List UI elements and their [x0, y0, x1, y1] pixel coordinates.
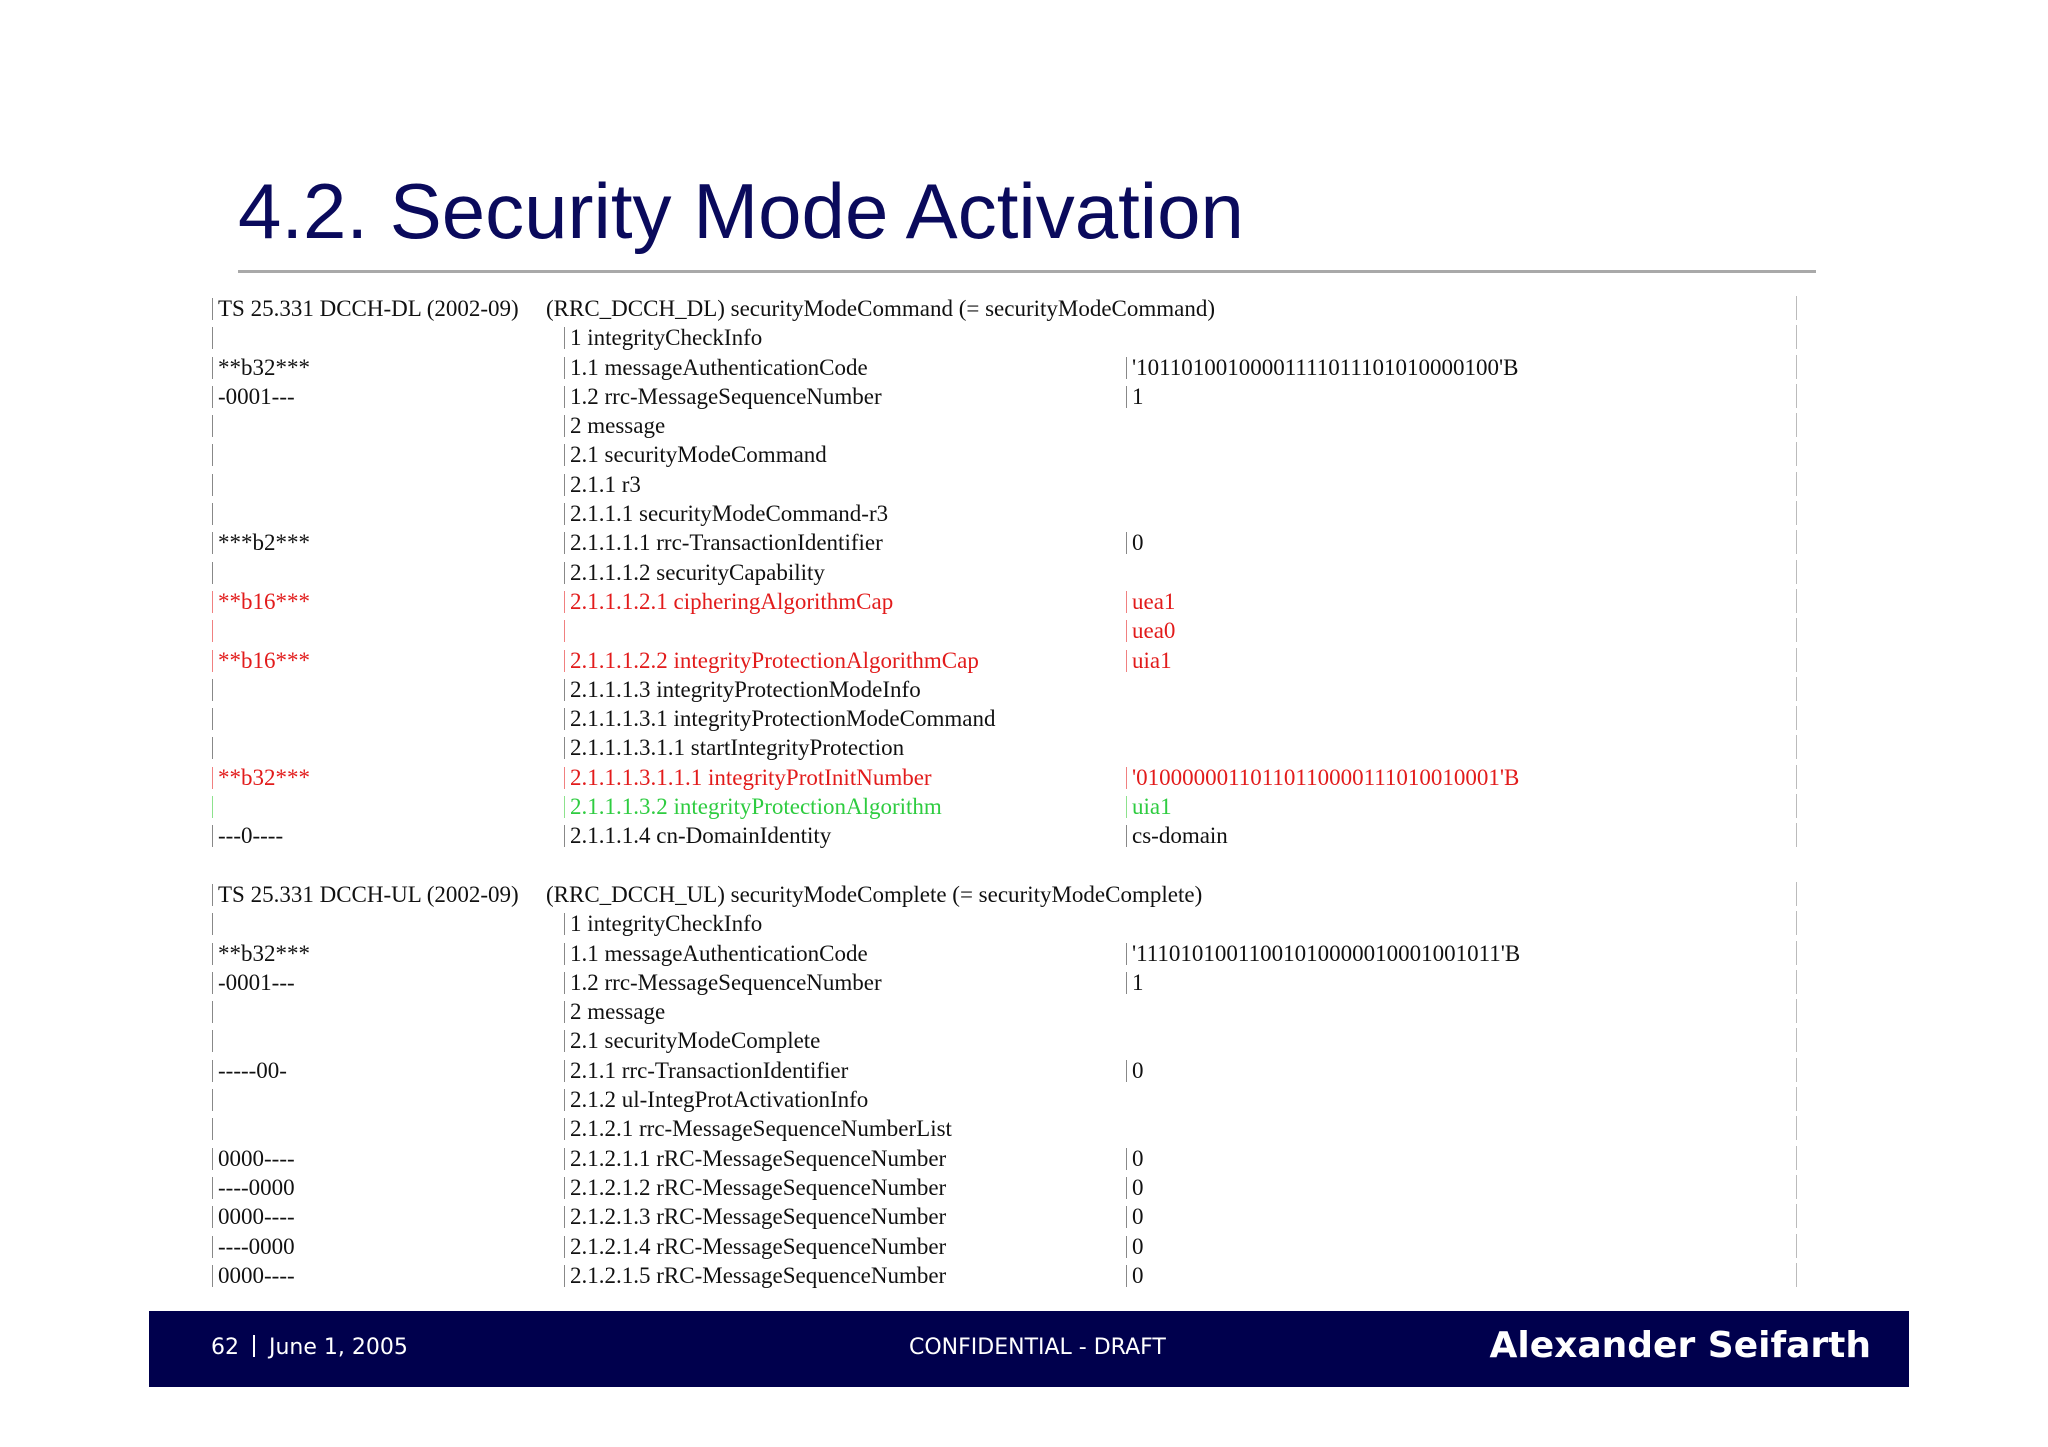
row-edge — [1796, 411, 1797, 440]
ul-field-cell — [564, 1261, 946, 1290]
dl-field-cell — [564, 675, 921, 704]
row-edge — [1796, 587, 1797, 616]
row-edge — [1796, 704, 1797, 733]
ul-bits-cell — [212, 1114, 218, 1143]
dl-field-text: 1 integrityCheckInfo — [570, 325, 763, 351]
dl-bits-text: ---0---- — [218, 823, 284, 849]
ul-value-text: 1 — [1132, 969, 1144, 995]
footer-separator — [253, 1335, 255, 1357]
dl-value-text: '10110100100001111011101010000100'B — [1132, 354, 1519, 380]
dl-field-cell — [564, 499, 888, 528]
ul-value-text: 0 — [1132, 1233, 1144, 1259]
dl-field-text: 2.1.1.1.2.2 integrityProtectionAlgorithmCap — [570, 647, 979, 673]
ul-header-spec — [212, 880, 519, 909]
row-edge — [1796, 909, 1797, 938]
ul-field-text: 2.1.2.1 rrc-MessageSequenceNumberList — [570, 1116, 952, 1142]
row-edge — [1796, 528, 1797, 557]
dl-field-cell — [564, 792, 942, 821]
ul-field-text: 1.1 messageAuthenticationCode — [570, 940, 868, 966]
ul-row — [212, 1085, 1808, 1114]
ul-field-cell — [564, 1114, 952, 1143]
dl-bits-cell — [212, 646, 310, 675]
dl-row — [212, 821, 1808, 850]
row-edge — [1796, 1173, 1797, 1202]
row-edge — [1796, 294, 1797, 323]
author-name: Alexander Seifarth — [1489, 1325, 1871, 1366]
dl-bits-text: **b32*** — [218, 764, 310, 790]
ul-row — [212, 1056, 1808, 1085]
dl-bits-cell — [212, 470, 218, 499]
dl-bits-cell — [212, 528, 310, 557]
dl-bits-cell — [212, 675, 218, 704]
ul-field-text: 2.1.2.1.2 rRC-MessageSequenceNumber — [570, 1174, 947, 1200]
dl-value-text: uea1 — [1132, 588, 1176, 614]
ul-value-text: 0 — [1132, 1262, 1144, 1288]
dl-field-text: 2.1.1.1.4 cn-DomainIdentity — [570, 823, 832, 849]
row-edge — [1796, 939, 1797, 968]
ul-bits-text: 0000---- — [218, 1262, 295, 1288]
row-edge — [1796, 440, 1797, 469]
ul-value-cell — [1126, 968, 1144, 997]
dl-bits-text: ***b2*** — [218, 530, 310, 556]
ul-field-text: 2.1.2 ul-IntegProtActivationInfo — [570, 1087, 869, 1113]
dl-row — [212, 616, 1808, 645]
ul-row — [212, 1232, 1808, 1261]
dl-field-cell — [564, 470, 641, 499]
dl-value-text: uia1 — [1132, 647, 1172, 673]
ul-field-cell — [564, 997, 665, 1026]
dl-field-cell — [564, 587, 893, 616]
dl-field-text: 2.1.1.1.2 securityCapability — [570, 559, 825, 585]
dl-field-text: 2.1.1.1.3.1.1.1 integrityProtInitNumber — [570, 764, 932, 790]
confidential-label: CONFIDENTIAL - DRAFT — [909, 1335, 1166, 1360]
dl-bits-text: **b16*** — [218, 588, 310, 614]
dl-value-cell — [1126, 763, 1519, 792]
dl-bits-cell — [212, 499, 218, 528]
ul-field-text: 2.1.2.1.5 rRC-MessageSequenceNumber — [570, 1262, 947, 1288]
dl-value-cell — [1126, 792, 1172, 821]
dl-value-cell — [1126, 646, 1172, 675]
dl-bits-cell — [212, 411, 218, 440]
ul-value-cell — [1126, 1056, 1144, 1085]
ul-field-text: 2.1.2.1.1 rRC-MessageSequenceNumber — [570, 1145, 947, 1171]
dl-value-text: uia1 — [1132, 794, 1172, 820]
ul-bits-text: 0000---- — [218, 1204, 295, 1230]
ul-bits-text: -----00- — [218, 1057, 287, 1083]
dl-field-text: 2.1.1.1.3.1.1 startIntegrityProtection — [570, 735, 905, 761]
ul-bits-cell — [212, 939, 310, 968]
ul-field-cell — [564, 1026, 820, 1055]
dl-field-text: 1.1 messageAuthenticationCode — [570, 354, 868, 380]
ul-field-text: 2.1.1 rrc-TransactionIdentifier — [570, 1057, 849, 1083]
ul-bits-text: ----0000 — [218, 1174, 295, 1200]
row-edge — [1796, 1085, 1797, 1114]
ul-header-spec-text: TS 25.331 DCCH-UL (2002-09) — [218, 881, 519, 907]
page-title: 4.2. Security Mode Activation — [238, 167, 1244, 255]
ul-bits-cell — [212, 1085, 218, 1114]
dl-row — [212, 499, 1808, 528]
row-edge — [1796, 1056, 1797, 1085]
dl-bits-cell — [212, 733, 218, 762]
ul-rows — [212, 909, 1808, 1290]
ul-field-cell — [564, 1202, 946, 1231]
dl-bits-text: **b32*** — [218, 354, 310, 380]
row-edge — [1796, 323, 1797, 352]
ul-header-message: (RRC_DCCH_UL) securityModeComplete (= securityModeComplete) — [546, 881, 1203, 907]
dl-row — [212, 353, 1808, 382]
dl-bits-cell — [212, 821, 283, 850]
row-edge — [1796, 763, 1797, 792]
dl-row — [212, 792, 1808, 821]
dl-header-spec — [212, 294, 519, 323]
dl-field-text: 2.1.1 r3 — [570, 471, 641, 497]
ul-value-text: 0 — [1132, 1057, 1144, 1083]
dl-row — [212, 646, 1808, 675]
ul-field-cell — [564, 1173, 946, 1202]
ul-bits-text: ----0000 — [218, 1233, 295, 1259]
ul-bits-cell — [212, 1261, 295, 1290]
page-number: 62 — [211, 1335, 239, 1360]
row-edge — [1796, 997, 1797, 1026]
ul-field-text: 2.1.2.1.3 rRC-MessageSequenceNumber — [570, 1204, 947, 1230]
dl-bits-cell — [212, 616, 218, 645]
dl-field-cell — [564, 646, 979, 675]
ul-field-text: 2.1 securityModeComplete — [570, 1028, 821, 1054]
dl-value-text: cs-domain — [1132, 823, 1228, 849]
ul-bits-cell — [212, 997, 218, 1026]
ul-field-cell — [564, 939, 868, 968]
row-edge — [1796, 792, 1797, 821]
dl-bits-cell — [212, 704, 218, 733]
row-edge — [1796, 558, 1797, 587]
dl-row — [212, 323, 1808, 352]
dl-bits-text: **b16*** — [218, 647, 310, 673]
dl-bits-cell — [212, 440, 218, 469]
row-edge — [1796, 968, 1797, 997]
dl-bits-cell — [212, 382, 295, 411]
ul-field-cell — [564, 968, 882, 997]
row-edge — [1796, 470, 1797, 499]
row-edge — [1796, 1261, 1797, 1290]
ul-bits-cell — [212, 1026, 218, 1055]
ul-value-cell — [1126, 1173, 1144, 1202]
row-edge — [1796, 733, 1797, 762]
ul-value-cell — [1126, 939, 1520, 968]
dl-row — [212, 440, 1808, 469]
ul-bits-text: **b32*** — [218, 940, 310, 966]
row-edge — [1796, 675, 1797, 704]
message-decode-table — [212, 294, 1808, 1290]
dl-row — [212, 528, 1808, 557]
dl-row — [212, 558, 1808, 587]
ul-row — [212, 1144, 1808, 1173]
row-edge — [1796, 1232, 1797, 1261]
ul-bits-cell — [212, 968, 295, 997]
ul-row — [212, 1026, 1808, 1055]
dl-field-cell — [564, 411, 665, 440]
ul-bits-cell — [212, 909, 218, 938]
dl-field-cell — [564, 616, 570, 645]
dl-header-row — [212, 294, 1808, 323]
ul-bits-cell — [212, 1056, 287, 1085]
ul-row — [212, 939, 1808, 968]
dl-value-text: '01000000110110110000111010010001'B — [1132, 764, 1520, 790]
ul-row — [212, 1202, 1808, 1231]
ul-field-text: 2.1.2.1.4 rRC-MessageSequenceNumber — [570, 1233, 947, 1259]
ul-field-cell — [564, 909, 762, 938]
ul-value-text: 0 — [1132, 1174, 1144, 1200]
ul-value-text: 0 — [1132, 1145, 1144, 1171]
dl-field-cell — [564, 528, 883, 557]
dl-bits-cell — [212, 792, 218, 821]
footer-date: June 1, 2005 — [269, 1335, 408, 1360]
row-edge — [1796, 880, 1797, 909]
section-gap — [212, 851, 1808, 880]
dl-field-cell — [564, 323, 762, 352]
dl-field-text: 2.1.1.1.3.2 integrityProtectionAlgorithm — [570, 794, 942, 820]
dl-field-text: 2 message — [570, 413, 666, 439]
dl-header-spec-text: TS 25.331 DCCH-DL (2002-09) — [218, 296, 519, 321]
dl-field-cell — [564, 440, 827, 469]
ul-value-text: '11101010011001010000010001001011'B — [1132, 940, 1521, 966]
ul-field-cell — [564, 1085, 868, 1114]
ul-field-text: 1 integrityCheckInfo — [570, 911, 763, 937]
row-edge — [1796, 821, 1797, 850]
ul-bits-cell — [212, 1232, 295, 1261]
dl-field-cell — [564, 382, 882, 411]
dl-value-cell — [1126, 382, 1144, 411]
row-edge — [1796, 499, 1797, 528]
ul-field-text: 2 message — [570, 999, 666, 1025]
row-edge — [1796, 1144, 1797, 1173]
dl-bits-cell — [212, 558, 218, 587]
ul-value-cell — [1126, 1261, 1144, 1290]
ul-value-cell — [1126, 1202, 1144, 1231]
row-edge — [1796, 382, 1797, 411]
row-edge — [1796, 1114, 1797, 1143]
ul-field-cell — [564, 1144, 946, 1173]
dl-row — [212, 763, 1808, 792]
dl-field-text: 2.1.1.1 securityModeCommand-r3 — [570, 501, 889, 527]
ul-header-row — [212, 880, 1808, 909]
dl-field-cell — [564, 704, 995, 733]
title-divider — [238, 270, 1816, 273]
ul-field-cell — [564, 1056, 848, 1085]
dl-row — [212, 382, 1808, 411]
footer-bar — [149, 1311, 1909, 1387]
dl-row — [212, 704, 1808, 733]
dl-value-cell — [1126, 528, 1144, 557]
dl-bits-cell — [212, 353, 310, 382]
row-edge — [1796, 1026, 1797, 1055]
dl-field-text: 2.1 securityModeCommand — [570, 442, 827, 468]
dl-field-cell — [564, 558, 825, 587]
dl-field-cell — [564, 821, 831, 850]
dl-rows — [212, 323, 1808, 850]
ul-bits-text: 0000---- — [218, 1145, 295, 1171]
ul-bits-text: -0001--- — [218, 969, 295, 995]
row-edge — [1796, 646, 1797, 675]
dl-field-text: 2.1.1.1.1 rrc-TransactionIdentifier — [570, 530, 883, 556]
ul-value-text: 0 — [1132, 1204, 1144, 1230]
ul-value-cell — [1126, 1144, 1144, 1173]
dl-row — [212, 587, 1808, 616]
dl-field-text: 1.2 rrc-MessageSequenceNumber — [570, 383, 882, 409]
ul-row — [212, 1173, 1808, 1202]
dl-field-cell — [564, 763, 932, 792]
dl-field-cell — [564, 353, 868, 382]
ul-field-cell — [564, 1232, 946, 1261]
dl-bits-cell — [212, 763, 310, 792]
ul-value-cell — [1126, 1232, 1144, 1261]
dl-row — [212, 675, 1808, 704]
dl-value-cell — [1126, 587, 1175, 616]
dl-value-text: 0 — [1132, 530, 1144, 556]
dl-bits-cell — [212, 587, 310, 616]
dl-row — [212, 470, 1808, 499]
dl-row — [212, 411, 1808, 440]
dl-value-cell — [1126, 616, 1175, 645]
ul-bits-cell — [212, 1144, 295, 1173]
ul-row — [212, 909, 1808, 938]
ul-row — [212, 1261, 1808, 1290]
ul-row — [212, 968, 1808, 997]
ul-field-text: 1.2 rrc-MessageSequenceNumber — [570, 969, 882, 995]
row-edge — [1796, 616, 1797, 645]
footer-left — [211, 1335, 408, 1360]
dl-field-cell — [564, 733, 904, 762]
ul-row — [212, 1114, 1808, 1143]
dl-bits-text: -0001--- — [218, 383, 295, 409]
row-edge — [1796, 353, 1797, 382]
dl-field-text: 2.1.1.1.3 integrityProtectionModeInfo — [570, 676, 921, 702]
ul-row — [212, 997, 1808, 1026]
ul-bits-cell — [212, 1202, 295, 1231]
dl-field-text: 2.1.1.1.3.1 integrityProtectionModeCommand — [570, 706, 996, 732]
dl-bits-cell — [212, 323, 218, 352]
dl-row — [212, 733, 1808, 762]
dl-value-cell — [1126, 353, 1519, 382]
dl-value-cell — [1126, 821, 1228, 850]
dl-value-text: 1 — [1132, 383, 1144, 409]
row-edge — [1796, 1202, 1797, 1231]
ul-bits-cell — [212, 1173, 295, 1202]
dl-header-message: (RRC_DCCH_DL) securityModeCommand (= securityModeCommand) — [546, 296, 1216, 321]
dl-field-text: 2.1.1.1.2.1 cipheringAlgorithmCap — [570, 588, 894, 614]
dl-value-text: uea0 — [1132, 618, 1176, 644]
